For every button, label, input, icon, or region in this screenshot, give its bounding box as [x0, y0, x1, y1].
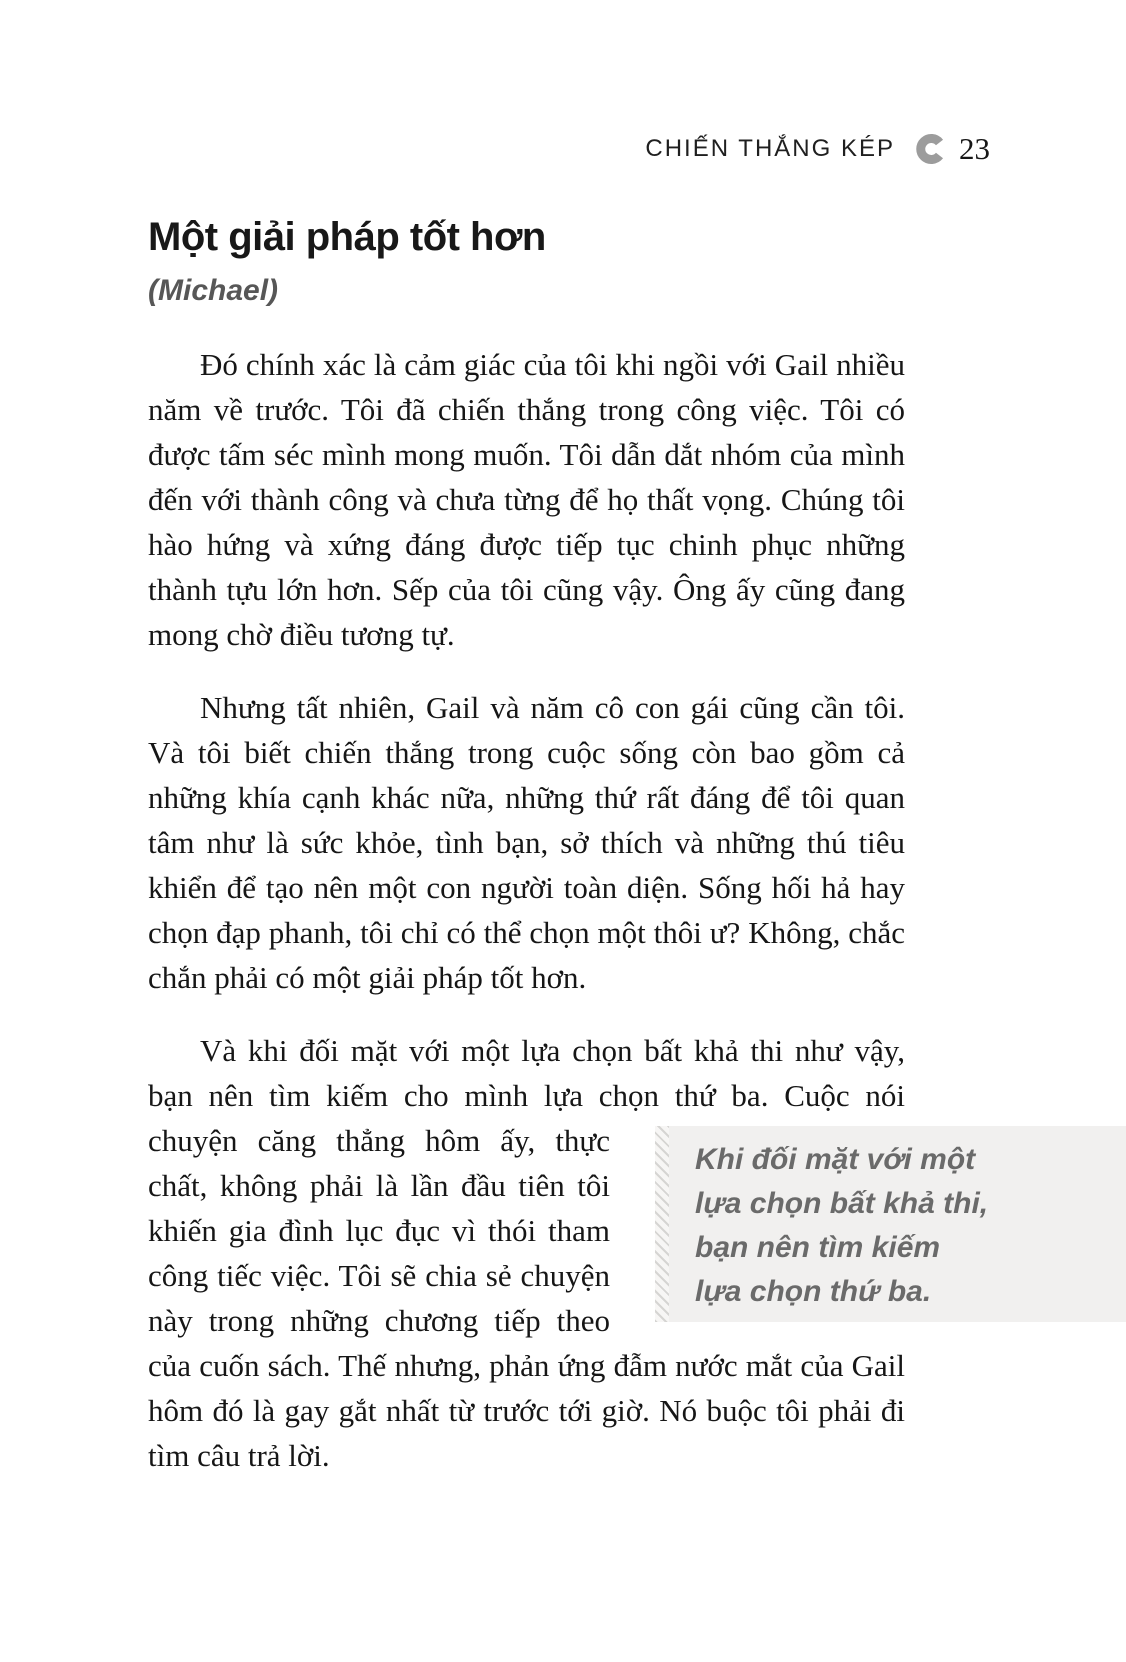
- page-content: [148, 0, 990, 1478]
- pull-quote-box: [655, 1126, 989, 1322]
- double-win-logo-icon: [915, 133, 947, 165]
- section-byline: (Michael): [148, 274, 279, 307]
- pull-quote-background: [655, 1126, 1126, 1322]
- pull-quote-line: Khi đối mặt với một: [695, 1143, 976, 1176]
- paragraph-3: [148, 1028, 989, 1478]
- paragraph-1: Đó chính xác là cảm giác của tôi khi ngồi với Gail nhiều năm về trước. Tôi đã chiến thắng trong công việc. Tôi có được tấm séc mình mong muốn. Tôi dẫn dắt nhóm của mình đến với thành công và chưa từng để họ thất vọng. Chúng tôi hào hứng và xứng đáng được tiếp tục chinh phục những thành tựu lớn hơn. Sếp của tôi cũng vậy. Ông ấy cũng đang mong chờ điều tương tự.: [148, 347, 905, 652]
- pull-quote-line: lựa chọn thứ ba.: [695, 1275, 932, 1308]
- section-heading: Một giải pháp tốt hơn: [148, 215, 546, 259]
- running-title: CHIẾN THẮNG KÉP: [645, 135, 895, 162]
- page-number: 23: [959, 131, 990, 166]
- hatch-border: [655, 1126, 669, 1322]
- paragraph-3-text-after-quote: chuyện căng thẳng hôm ấy, thực chất, không phải là lần đầu tiên tôi khiến gia đình lục đục vì thói tham công tiếc việc. Tôi sẽ chia sẻ chuyện này trong những chương tiếp theo của cuốn sách. Thế nhưng, phản ứng đẫm nước mắt của Gail hôm đó là gay gắt nhất từ trước tới giờ. Nó buộc tôi phải đi tìm câu trả lời.: [148, 1123, 905, 1473]
- pull-quote-line: bạn nên tìm kiếm: [695, 1231, 941, 1264]
- running-header: [148, 132, 990, 166]
- paragraph-2: Nhưng tất nhiên, Gail và năm cô con gái cũng cần tôi. Và tôi biết chiến thắng trong cuộc sống còn bao gồm cả những khía cạnh khác nữa, những thứ rất đáng để tôi quan tâm như là sức khỏe, tình bạn, sở thích và những thú tiêu khiển để tạo nên một con người toàn diện. Sống hối hả hay chọn đạp phanh, tôi chỉ có thể chọn một thôi ư? Không, chắc chắn phải có một giải pháp tốt hơn.: [148, 690, 905, 995]
- pull-quote-text: [695, 1138, 988, 1314]
- paragraph-3-text-before-quote: Và khi đối mặt với một lựa chọn bất khả thi như vậy, bạn nên tìm kiếm cho mình lựa chọn thứ ba. Cuộc nói: [148, 1033, 905, 1113]
- pull-quote-line: lựa chọn bất khả thi,: [695, 1187, 989, 1220]
